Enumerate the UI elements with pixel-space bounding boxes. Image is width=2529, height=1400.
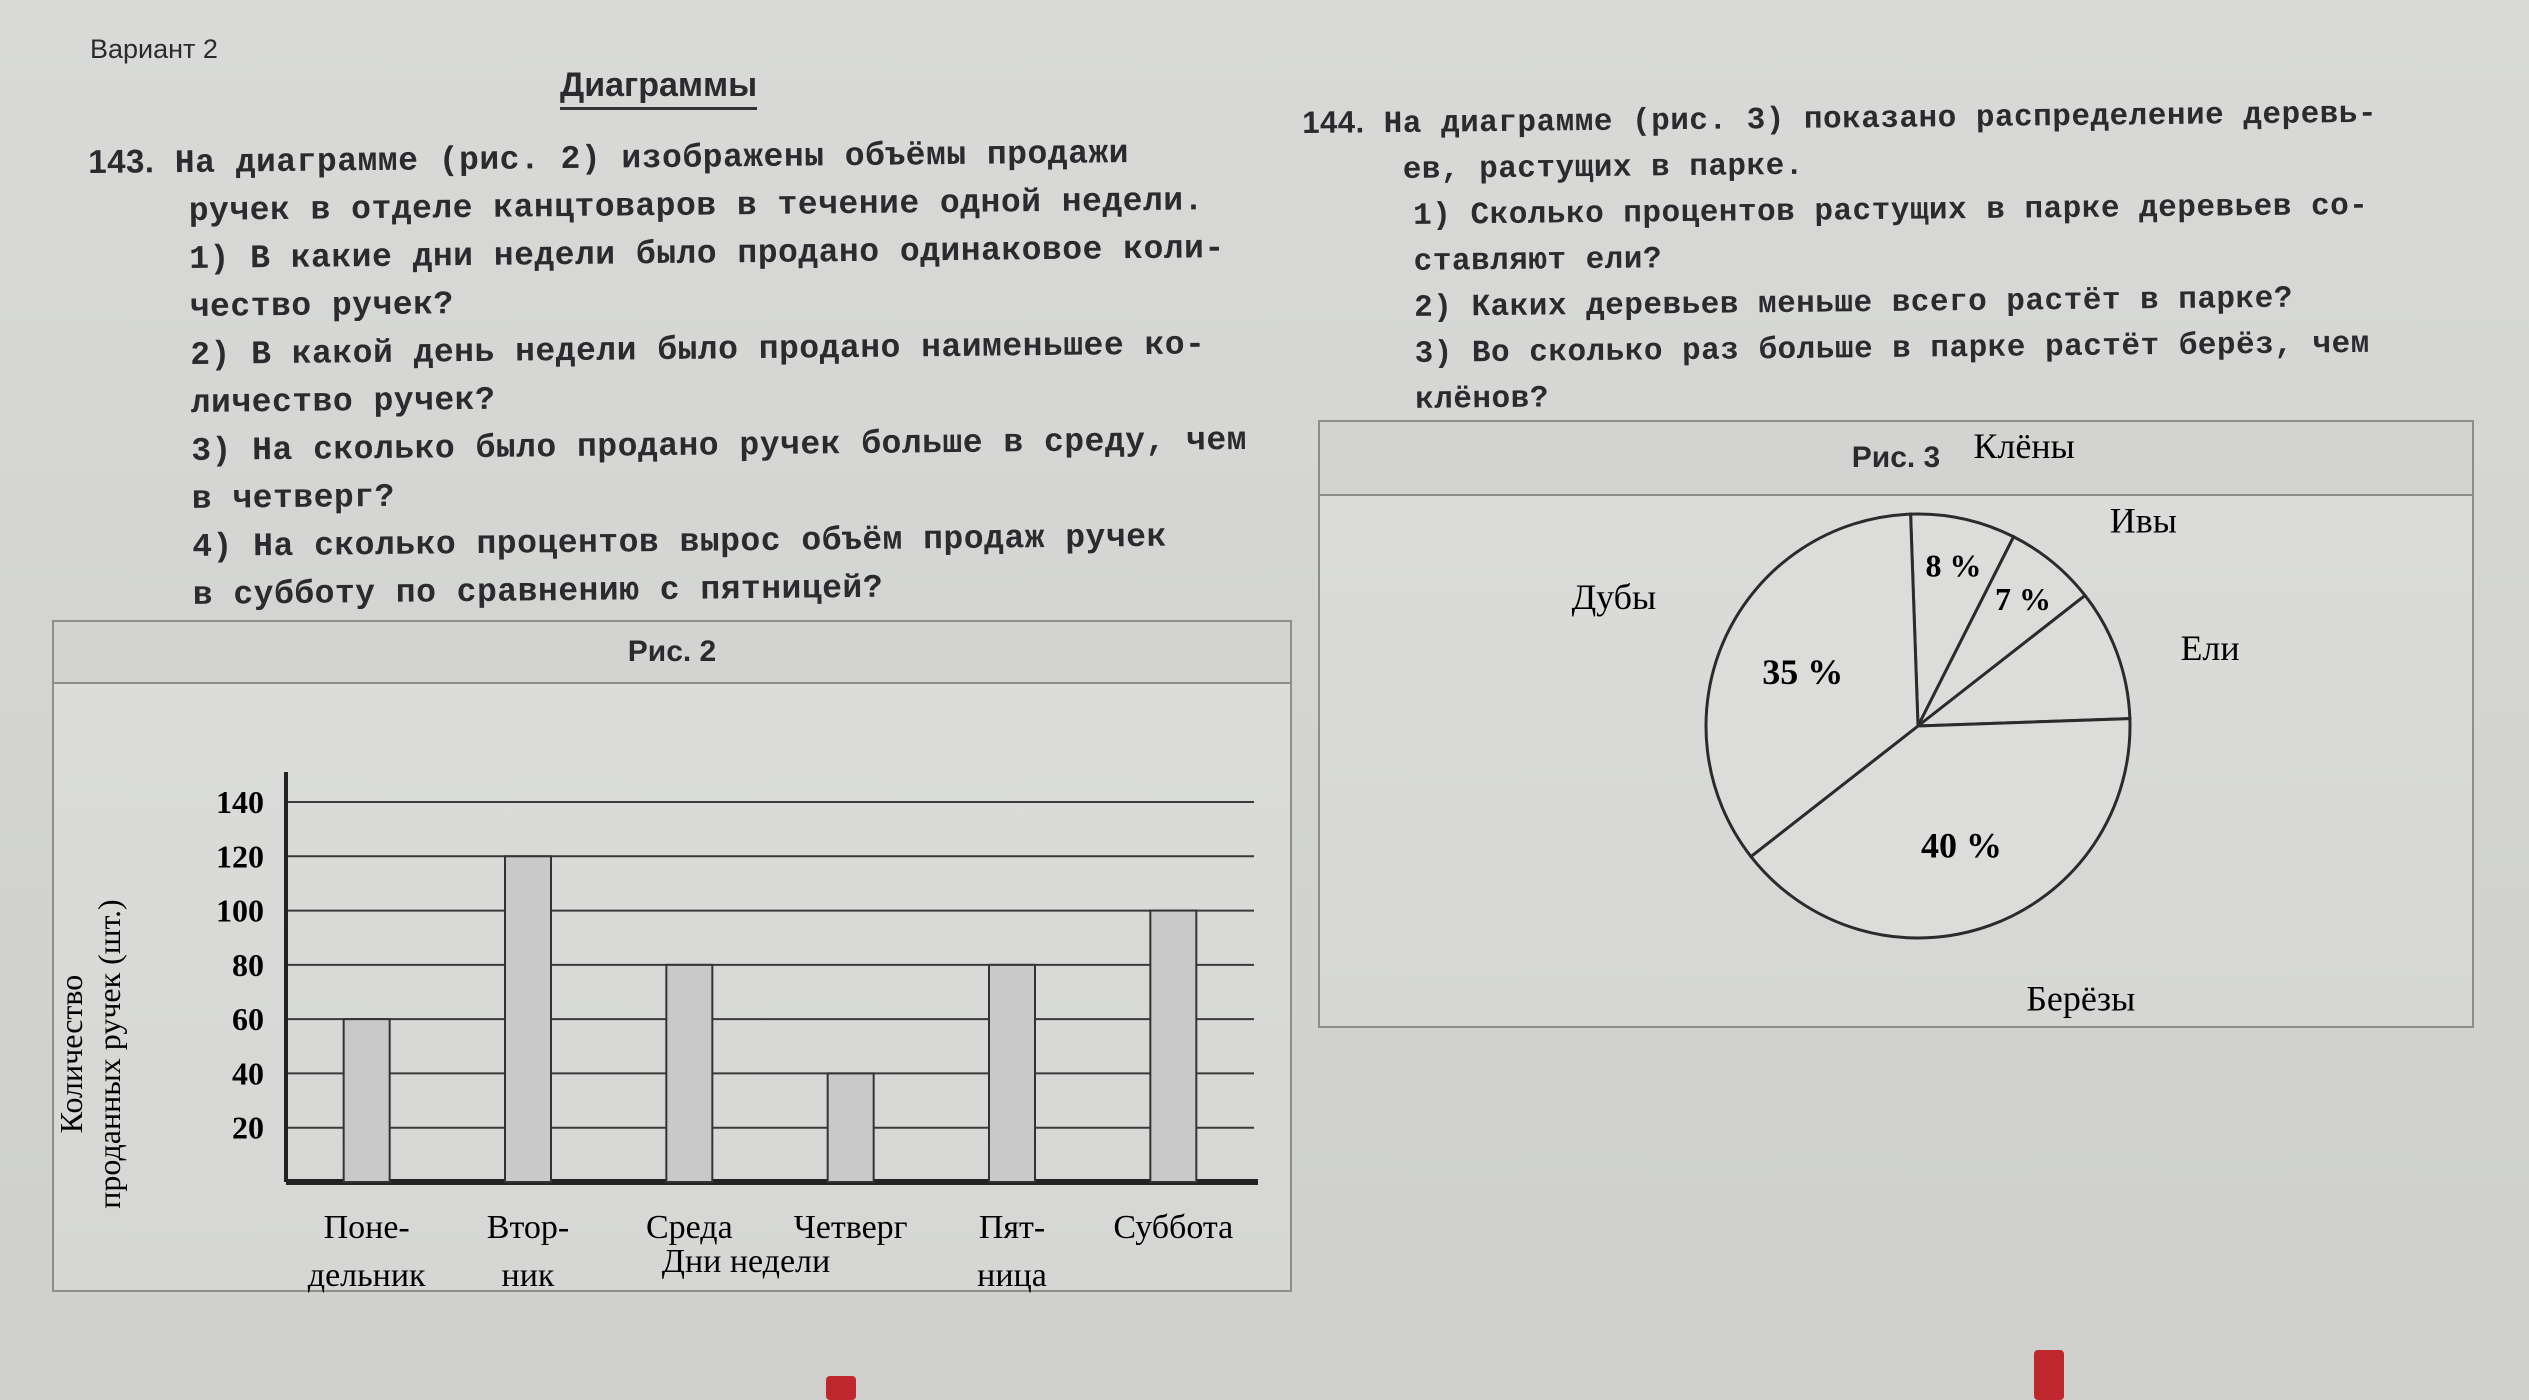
task-line: в четверг? [191,478,396,518]
figure-2-frame [52,620,1292,1292]
task-line: 1) Сколько процентов растущих в парке деревьев со- [1413,188,2369,234]
y-axis-label-line-2: проданных ручек (шт.) [91,899,127,1209]
y-axis-label-line-1: Количество [53,974,89,1134]
task-line: личество ручек? [190,381,496,422]
x-tick-label: Среда [645,1209,733,1246]
task-number: 144. [1302,104,1365,140]
y-tick-label: 120 [216,838,264,875]
bar-chart [53,682,1290,1294]
bar [505,856,551,1182]
task-144 [1302,89,2380,425]
bar [828,1073,874,1182]
section-title: Диаграммы [560,66,757,110]
task-line: клёнов? [1414,381,1550,418]
x-tick-label: Суббота [1113,1209,1234,1246]
slice-percent-label: 35 % [1762,652,1844,693]
variant-label: Вариант 2 [90,34,218,64]
y-tick-label: 40 [232,1055,264,1092]
slice-name-label: Берёзы [2026,978,2136,1019]
x-tick-label: ница [977,1257,1047,1294]
task-text: На диаграмме (рис. 2) изображены объёмы продажи [174,135,1130,183]
y-tick-label: 60 [232,1001,264,1038]
x-axis-label: Дни недели [661,1243,831,1280]
task-line: 2) Каких деревьев меньше всего растёт в парке? [1414,281,2294,326]
task-line: ставляют ели? [1413,242,1663,280]
x-tick-label: дельник [307,1257,426,1294]
task-line: 1) В какие дни недели было продано одинаковое коли- [189,230,1225,278]
y-tick-label: 80 [232,946,264,983]
slice-name-label: Клёны [1973,426,2075,467]
slice-percent-label: 8 % [1925,547,1982,584]
task-line: 2) В какой день недели было продано наименьшее ко- [190,326,1206,374]
task-line: чество ручек? [189,286,454,326]
slice-name-label: Ивы [2109,500,2177,541]
x-tick-label: ник [501,1257,555,1294]
x-tick-label: Поне- [323,1209,410,1246]
figure-3-frame [1318,420,2474,1028]
task-143 [88,126,1249,621]
y-tick-label: 100 [216,892,264,929]
slice-percent-label: 7 % [1994,581,2051,618]
bar [1150,911,1196,1182]
x-tick-label: Четверг [793,1209,908,1246]
y-tick-label: 20 [232,1109,264,1146]
x-tick-label: Втор- [486,1209,570,1246]
slice-name-label: Ели [2180,627,2240,668]
bar [666,965,712,1182]
binder-clip [826,1376,856,1400]
bar [344,1019,390,1182]
figure-2-title: Рис. 2 [54,622,1290,684]
task-line: в субботу по сравнению с пятницей? [192,569,884,614]
task-number: 143. [88,142,155,180]
slice-percent-label: 40 % [1921,825,2003,866]
task-line: ев, растущих в парке. [1402,148,1805,188]
task-line: 3) На сколько было продано ручек больше в среду, чем [191,421,1248,470]
slice-name-label: Дубы [1571,576,1657,617]
y-tick-label: 140 [216,784,264,820]
figure-3-title: Рис. 3 [1320,422,2472,496]
bar [989,965,1035,1182]
binder-clip [2034,1350,2064,1400]
task-line: 3) Во сколько раз больше в парке растёт берёз, чем [1414,326,2370,372]
task-line: ручек в отделе канцтоваров в течение одной недели. [188,182,1205,230]
task-text: На диаграмме (рис. 3) показано распределение деревь- [1383,96,2378,143]
x-tick-label: Пят- [978,1209,1046,1246]
task-line: 4) На сколько процентов вырос объём продаж ручек [192,518,1167,566]
